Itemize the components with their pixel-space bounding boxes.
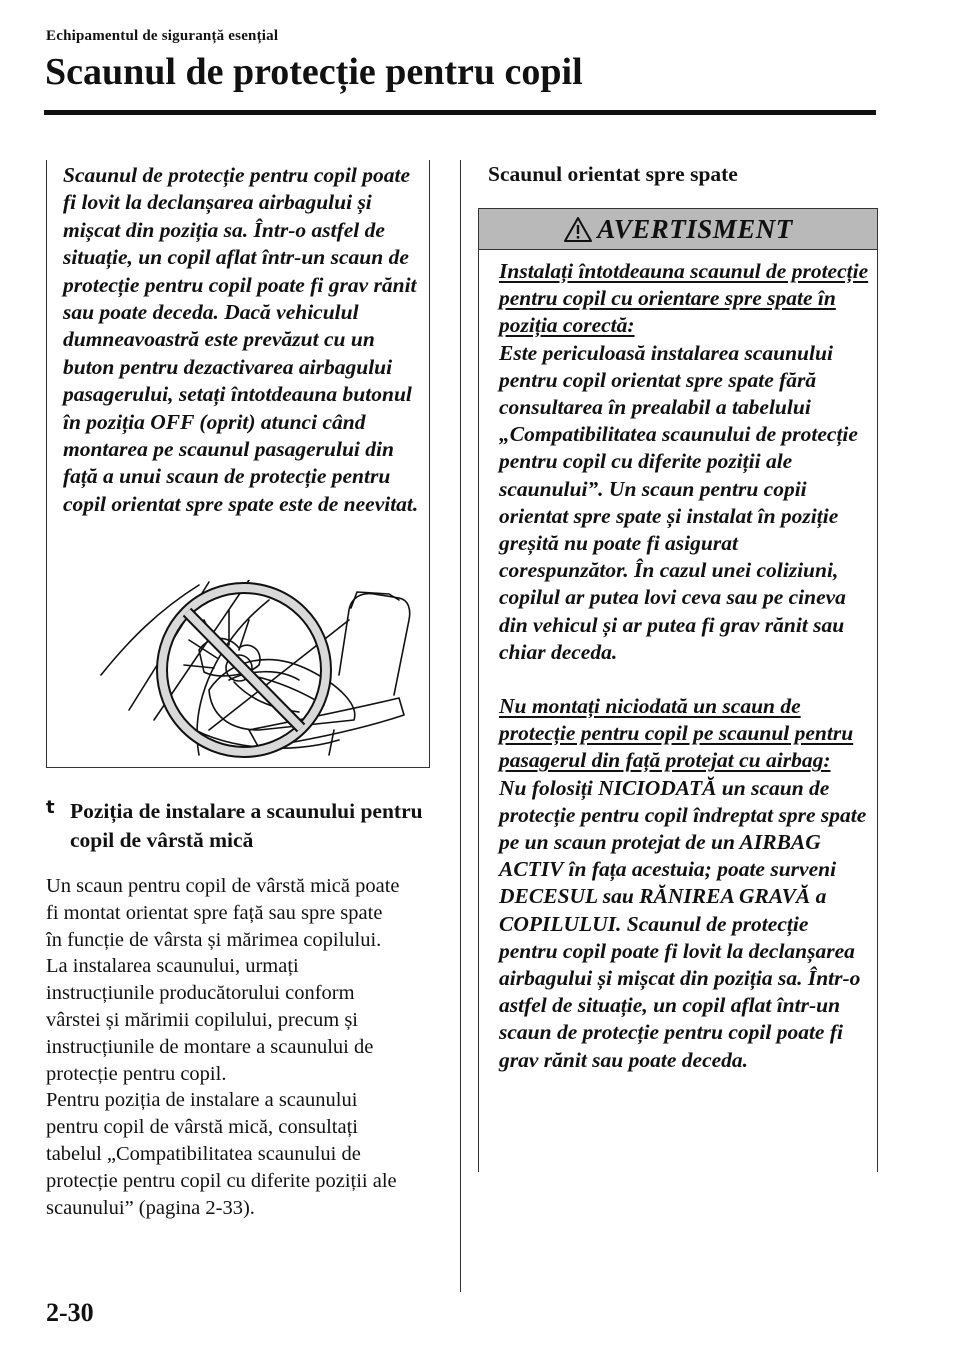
page-title: Scaunul de protecție pentru copil: [45, 51, 583, 93]
warning-block2-title: Nu montați niciodată un scaun de protecție pentru copil pe scaunul pentru pasagerul din față protejat cu airbag:: [499, 694, 854, 773]
body-line: protecție pentru copil.: [46, 1062, 227, 1085]
body-paragraph: [46, 873, 446, 1221]
warning-body: [499, 258, 871, 1074]
body-line: scaunului” (pagina 2-33).: [46, 1196, 255, 1219]
body-line: pentru copil de vârstă mică, consultați: [46, 1116, 358, 1139]
page-number: 2-30: [46, 1298, 94, 1327]
warning-block1-title: Instalați întotdeauna scaunul de protecție pentru copil cu orientare spre spate în poziția corectă:: [499, 259, 869, 338]
warning-continuation-text: Scaunul de protecție pentru copil poate fi lovit la declanșarea airbagului și mișcat din poziția sa. Într-o astfel de situație, un copil aflat într-un scaun de protecție pentru copil poate fi grav rănit sau poate deceda. Dacă vehiculul dumneavoastră este prevăzut cu un buton pentru dezactivarea airbagului pasagerului, setați întotdeauna butonul în poziția OFF (oprit) atunci când montarea pe scaunul pasagerului din față a unui scaun de protecție pentru copil orientat spre spate este de neevitat.: [63, 163, 419, 516]
right-heading: Scaunul orientat spre spate: [488, 162, 738, 186]
body-line: tabelul „Compatibilitatea scaunului de: [46, 1142, 361, 1165]
body-line: protecție pentru copil cu diferite poziții ale: [46, 1169, 397, 1192]
exclamation-triangle-icon: [563, 216, 593, 243]
warning-box: [478, 208, 878, 1172]
body-line: Un scaun pentru copil de vârstă mică poate: [46, 875, 400, 897]
warning-block2-text: Nu folosiți NICIODATĂ un scaun de protecție pentru copil îndreptat spre spate pe un scaun protejat de un AIRBAG ACTIV în fața acestuia; poate surveni DECESUL sau RĂNIREA GRAVĂ a COPILULUI. Scaunul de protecție pentru copil poate fi lovit la declanșarea airbagului și mișcat din poziția sa. Într-o astfel de situație, un copil aflat într-un scaun de protecție pentru copil poate fi grav rănit sau poate deceda.: [499, 775, 867, 1072]
body-line: instrucțiunile producătorului conform: [46, 982, 355, 1005]
section-bullet: t: [46, 797, 55, 818]
airbag-rear-facing-seat-illustration: [99, 580, 419, 760]
column-divider: [460, 160, 461, 1292]
warning-block1-text: Este periculoasă instalarea scaunului pentru copil orientat spre spate fără consultarea în prealabil a tabelului „Compatibilitatea scaunului de protecție pentru copil cu diferite poziții ale scaunului”. Un scaun pentru copii orientat spre spate și instalat în poziție greșită nu poate fi asigurat corespunzător. În cazul unei coliziuni, copilul ar putea lovi ceva sau pe cineva din vehicul și ar putea fi grav rănit sau chiar deceda.: [499, 340, 858, 664]
warning-continuation-box: [46, 160, 430, 768]
breadcrumb: Echipamentul de siguranță esențial: [46, 28, 279, 44]
warning-label: AVERTISMENT: [597, 213, 793, 244]
body-line: La instalarea scaunului, urmați: [46, 955, 299, 978]
warning-header: [479, 208, 877, 250]
body-line: fi montat orientat spre față sau spre spate: [46, 901, 383, 924]
body-line: instrucțiunile de montare a scaunului de: [46, 1035, 374, 1058]
section-heading-text: Poziția de instalare a scaunului pentru copil de vârstă mică: [70, 799, 423, 852]
body-line: vârstei și mărimii copilului, precum și: [46, 1008, 358, 1031]
title-rule: [44, 110, 876, 115]
body-line: în funcție de vârsta și mărimea copilului.: [46, 928, 382, 951]
body-line: Pentru poziția de instalare a scaunului: [46, 1089, 358, 1112]
